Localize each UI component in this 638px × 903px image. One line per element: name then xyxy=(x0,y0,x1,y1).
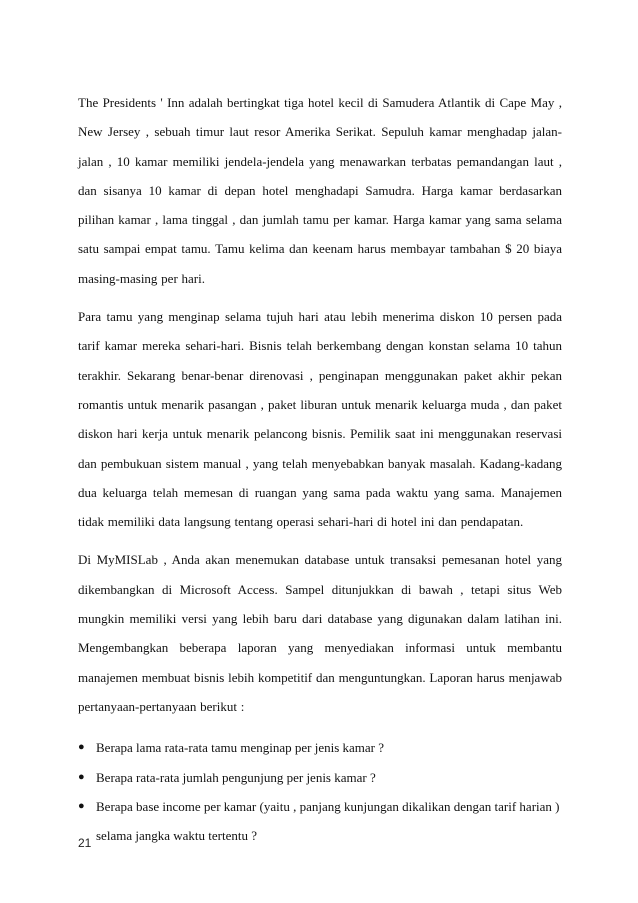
bullet-icon: ● xyxy=(78,799,85,812)
question-list xyxy=(78,733,562,850)
question-item xyxy=(78,763,562,792)
question-text: Berapa lama rata-rata tamu menginap per jenis kamar ? xyxy=(96,740,385,756)
page-content xyxy=(78,88,562,850)
paragraph-hotel-description: The Presidents ' Inn adalah bertingkat tiga hotel kecil di Samudera Atlantik di Cape May , New Jersey , sebuah timur laut resor Amerika Serikat. Sepuluh kamar menghadap jalan-jalan , 10 kamar memiliki jendela-jendela yang menawarkan terbatas pemandangan laut , dan sisanya 10 kamar di depan hotel menghadapi Samudra. Harga kamar berdasarkan pilihan kamar , lama tinggal , dan jumlah tamu per kamar. Harga kamar yang sama selama satu sampai empat tamu. Tamu kelima dan keenam harus membayar tambahan $ 20 biaya masing-masing per hari. xyxy=(78,95,562,286)
question-item xyxy=(78,733,562,762)
paragraph-assignment: Di MyMISLab , Anda akan menemukan database untuk transaksi pemesanan hotel yang dikembangkan di Microsoft Access. Sampel ditunjukkan di bawah , tetapi situs Web mungkin memiliki versi yang lebih baru dari database yang digunakan dalam latihan ini. Mengembangkan beberapa laporan yang menyediakan informasi untuk membantu manajemen membuat bisnis lebih kompetitif dan menguntungkan. Laporan harus menjawab pertanyaan-pertanyaan berikut : xyxy=(78,552,562,714)
bullet-icon: ● xyxy=(78,770,85,783)
paragraph-business-history: Para tamu yang menginap selama tujuh hari atau lebih menerima diskon 10 persen pada tarif kamar mereka sehari-hari. Bisnis telah berkembang dengan konstan selama 10 tahun terakhir. Sekarang benar-benar direnovasi , penginapan menggunakan paket akhir pekan romantis untuk menarik pasangan , paket liburan untuk menarik keluarga muda , dan paket diskon hari kerja untuk menarik pelancong bisnis. Pemilik saat ini menggunakan reservasi dan pembukuan sistem manual , yang telah menyebabkan banyak masalah. Kadang-kadang dua keluarga telah memesan di ruangan yang sama pada waktu yang sama. Manajemen tidak memiliki data langsung tentang operasi sehari-hari di hotel ini dan pendapatan. xyxy=(78,309,562,530)
question-text: Berapa base income per kamar (yaitu , panjang kunjungan dikalikan dengan tarif harian ) selama jangka waktu tertentu ? xyxy=(96,798,560,844)
bullet-icon: ● xyxy=(78,741,85,754)
question-text: Berapa rata-rata jumlah pengunjung per jenis kamar ? xyxy=(96,769,376,785)
page-number: 21 xyxy=(78,836,92,850)
question-item xyxy=(78,792,562,851)
